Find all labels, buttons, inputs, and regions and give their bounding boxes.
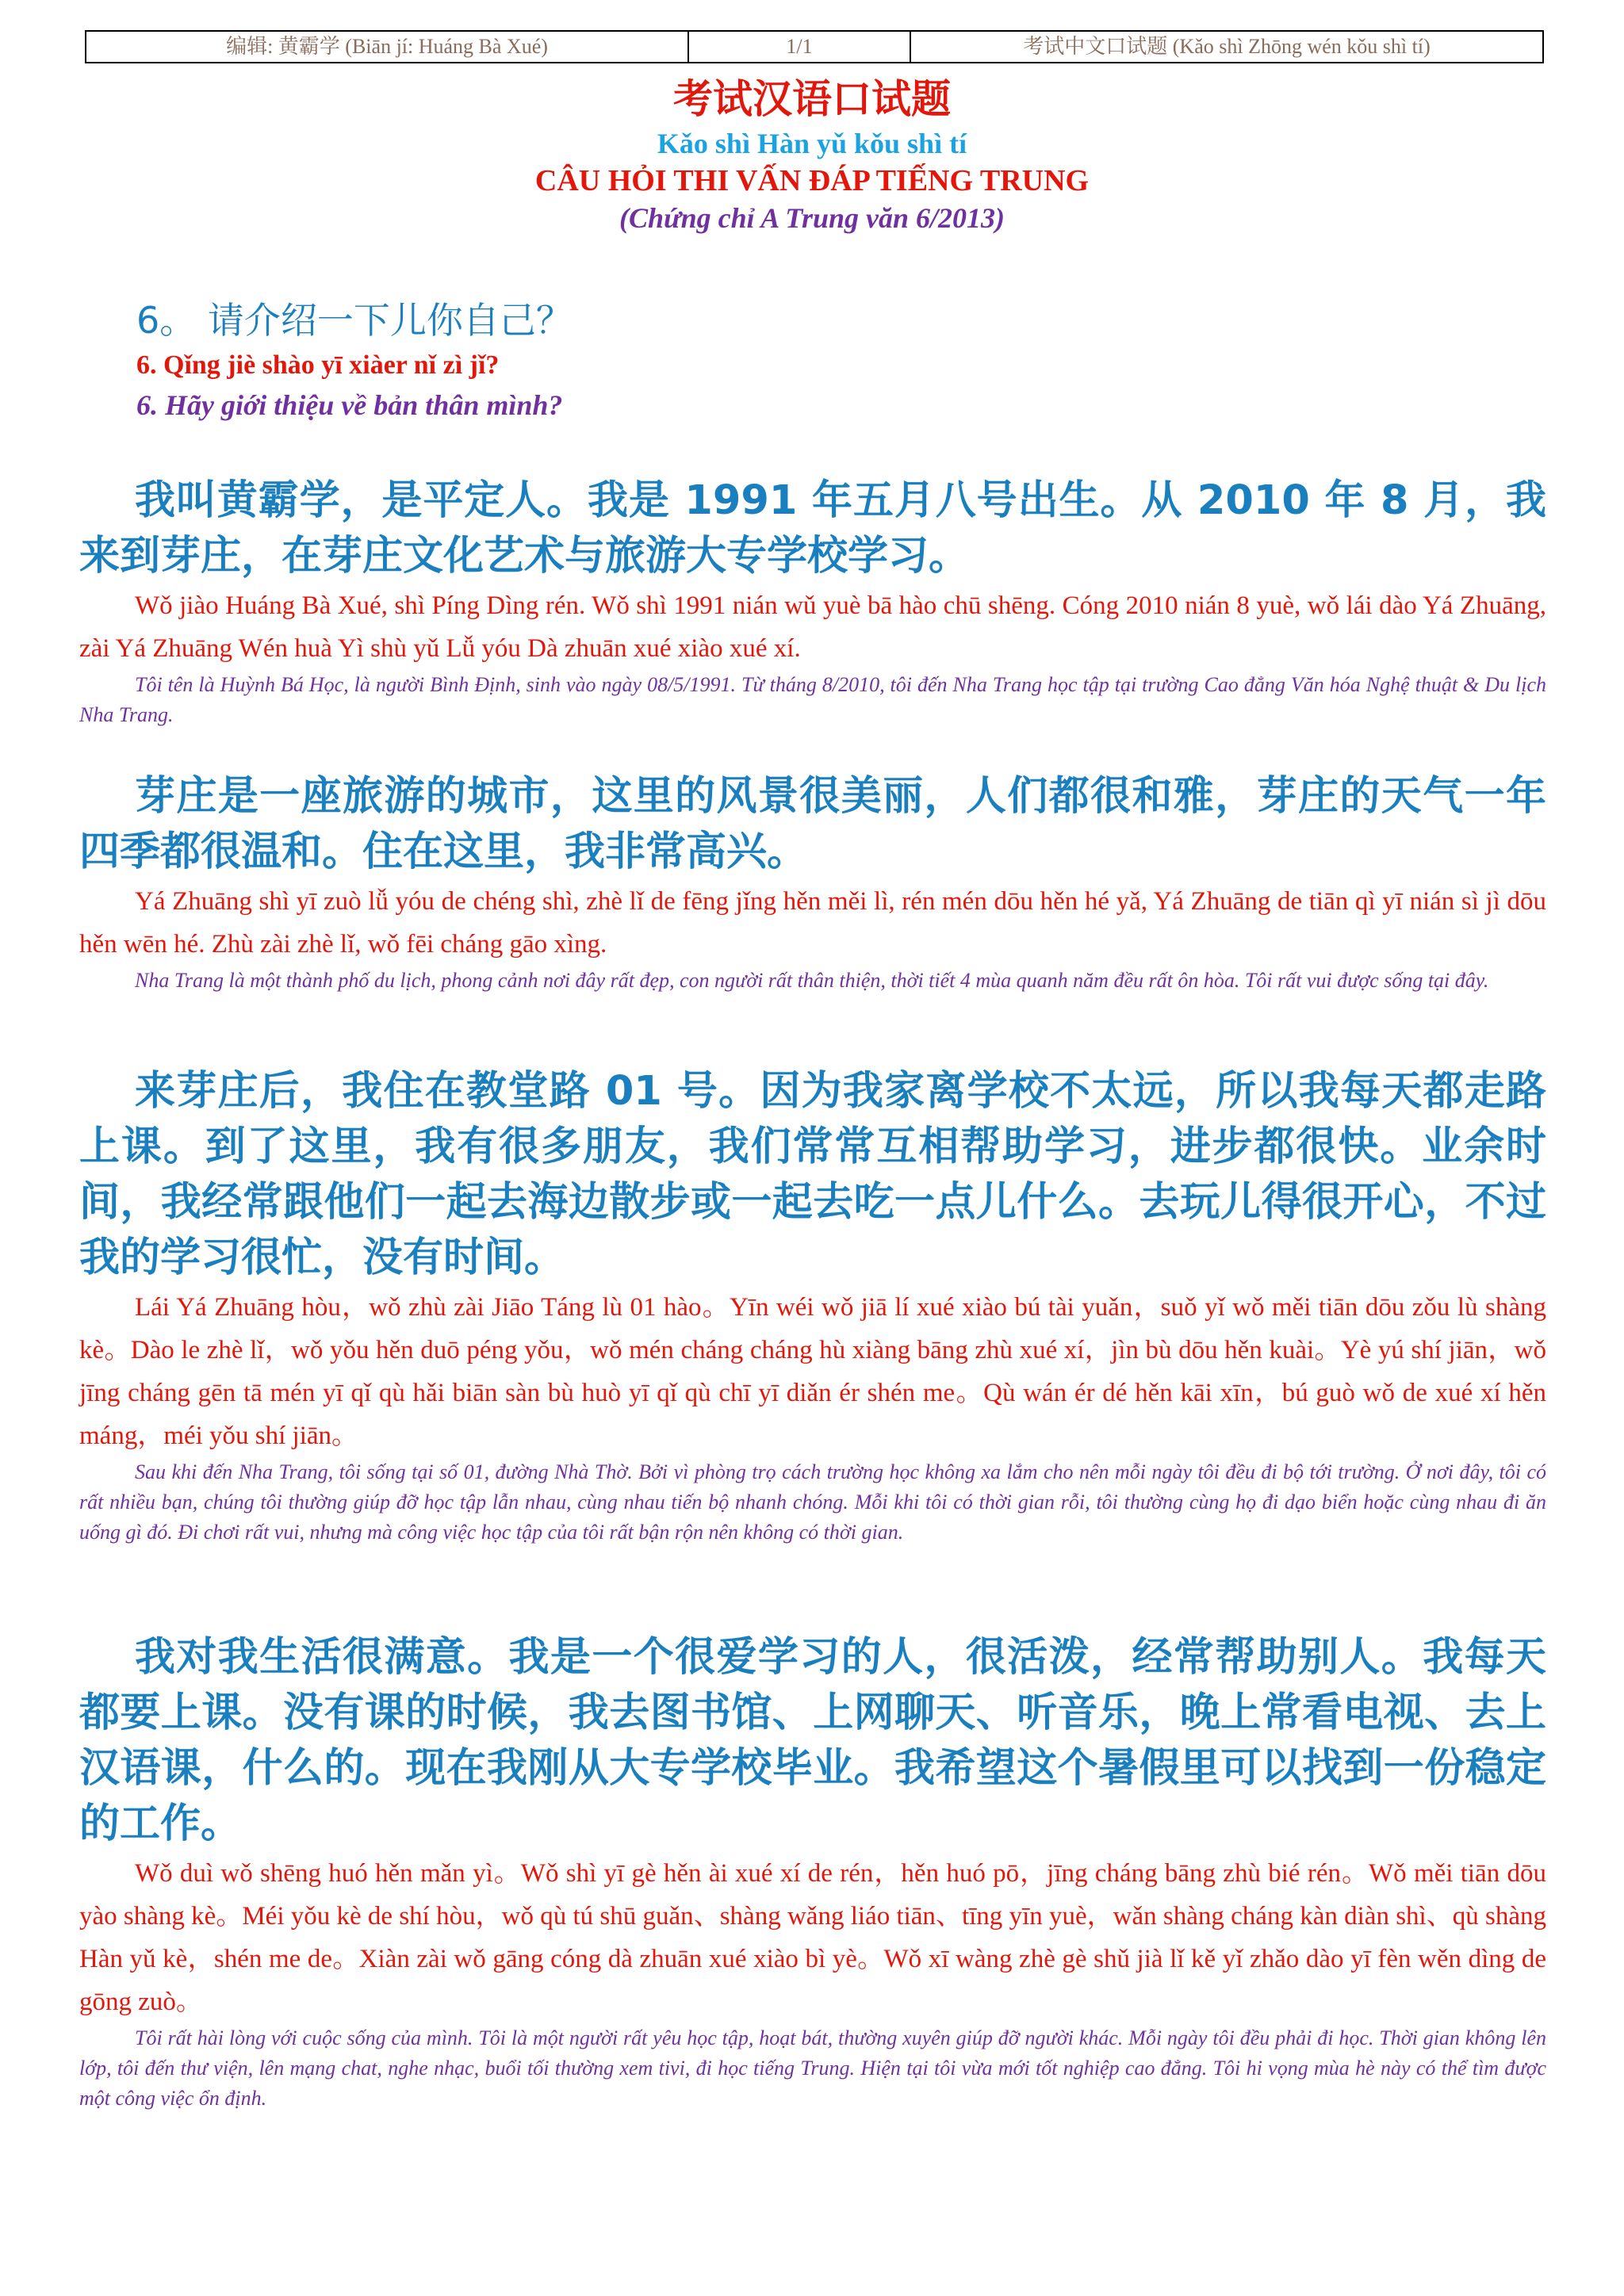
- question-pinyin: 6. Qǐng jiè shào yī xiàer nǐ zì jǐ?: [136, 350, 500, 380]
- paragraph-pinyin: Yá Zhuāng shì yī zuò lǚ yóu de chéng shì, zhè lǐ de fēng jǐng hěn měi lì, rén mén dōu hěn hé yǎ, Yá Zhuāng de tiān qì yī nián sì jì dōu hěn wēn hé. Zhù zài zhè lǐ, wǒ fēi cháng gāo xìng.: [79, 887, 1546, 959]
- header-document-title: 考试中文口试题 (Kǎo shì Zhōng wén kǒu shì tí): [910, 31, 1543, 63]
- title-subtitle: (Chứng chỉ A Trung văn 6/2013): [619, 202, 1005, 234]
- paragraph-chinese: 我对我生活很满意。我是一个很爱学习的人，很活泼，经常帮助别人。我每天都要上课。没有课的时候，我去图书馆、上网聊天、听音乐，晚上常看电视、去上汉语课，什么的。现在我刚从大专学校毕业。我希望这个暑假里可以找到一份稳定的工作。: [79, 1634, 1546, 1847]
- paragraph-pinyin: Wǒ duì wǒ shēng huó hěn mǎn yì。Wǒ shì yī gè hěn ài xué xí de rén，hěn huó pō，jīng cháng bāng zhù bié rén。Wǒ měi tiān dōu yào shàng kè。Méi yǒu kè de shí hòu，wǒ qù tú shū guǎn、shàng wǎng liáo tiān、tīng yīn yuè，wǎn shàng cháng kàn diàn shì、qù shàng Hàn yǔ kè，shén me de。Xiàn zài wǒ gāng cóng dà zhuān xué xiào bì yè。Wǒ xī wàng zhè gè shǔ jià lǐ kě yǐ zhǎo dào yī fèn wěn dìng de gōng zuò。: [79, 1859, 1546, 2016]
- header-editor: 编辑: 黄霸学 (Biān jí: Huáng Bà Xué): [86, 31, 688, 63]
- header-page-number: 1/1: [688, 31, 910, 63]
- paragraph-vietnamese: Tôi rất hài lòng với cuộc sống của mình. Tôi là một người rất yêu học tập, hoạt bát, thường xuyên giúp đỡ người khác. Mỗi ngày tôi đều phải đi học. Thời gian không lên lớp, tôi đến thư viện, lên mạng chat, nghe nhạc, buổi tối thường xem tivi, đi học tiếng Trung. Hiện tại tôi vừa mới tốt nghiệp cao đẳng. Tôi hi vọng mùa hè này có thể tìm được một công việc ổn định.: [79, 2026, 1546, 2110]
- title-vietnamese: CÂU HỎI THI VẤN ĐÁP TIẾNG TRUNG: [534, 164, 1090, 197]
- answer-paragraph-1: [79, 473, 1546, 730]
- paragraph-chinese: 芽庄是一座旅游的城市，这里的风景很美丽，人们都很和雅，芽庄的天气一年四季都很温和。住在这里，我非常高兴。: [79, 773, 1546, 875]
- page-header: [85, 30, 1544, 63]
- answer-paragraph-3: [79, 1064, 1546, 1548]
- question-vietnamese: 6. Hãy giới thiệu về bản thân mình?: [136, 389, 563, 421]
- paragraph-chinese: 来芽庄后，我住在教堂路 01 号。因为我家离学校不太远，所以我每天都走路上课。到了这里，我有很多朋友，我们常常互相帮助学习，进步都很快。业余时间，我经常跟他们一起去海边散步或一起去吃一点儿什么。去玩儿得很开心，不过我的学习很忙，没有时间。: [79, 1068, 1546, 1281]
- paragraph-vietnamese: Nha Trang là một thành phố du lịch, phong cảnh nơi đây rất đẹp, con người rất thân thiện, thời tiết 4 mùa quanh năm đều rất ôn hòa. Tôi rất vui được sống tại đây.: [135, 969, 1489, 992]
- paragraph-chinese: 我叫黄霸学，是平定人。我是 1991 年五月八号出生。从 2010 年 8 月，我来到芽庄，在芽庄文化艺术与旅游大专学校学习。: [79, 477, 1546, 580]
- question-block: [136, 295, 1564, 425]
- title-block: [0, 73, 1624, 236]
- answer-paragraph-4: [79, 1630, 1546, 2114]
- paragraph-pinyin: Lái Yá Zhuāng hòu，wǒ zhù zài Jiāo Táng lù 01 hào。Yīn wéi wǒ jiā lí xué xiào bú tài yuǎn，suǒ yǐ wǒ měi tiān dōu zǒu lù shàng kè。Dào le zhè lǐ，wǒ yǒu hěn duō péng yǒu，wǒ mén cháng cháng hù xiàng bāng zhù xué xí，jìn bù dōu hěn kuài。Yè yú shí jiān，wǒ jīng cháng gēn tā mén yī qǐ qù hǎi biān sàn bù huò yī qǐ qù chī yī diǎn ér shén me。Qù wán ér dé hěn kāi xīn，bú guò wǒ de xué xí hěn máng，méi yǒu shí jiān。: [79, 1293, 1546, 1450]
- paragraph-vietnamese: Tôi tên là Huỳnh Bá Học, là người Bình Định, sinh vào ngày 08/5/1991. Từ tháng 8/2010, tôi đến Nha Trang học tập tại trường Cao đẳng Văn hóa Nghệ thuật & Du lịch Nha Trang.: [79, 673, 1546, 726]
- title-chinese: 考试汉语口试题: [673, 76, 951, 122]
- answer-paragraph-2: [79, 769, 1546, 996]
- paragraph-vietnamese: Sau khi đến Nha Trang, tôi sống tại số 01, đường Nhà Thờ. Bởi vì phòng trọ cách trường học không xa lắm cho nên mỗi ngày tôi đều đi bộ tới trường. Ở nơi đây, tôi có rất nhiều bạn, chúng tôi thường giúp đỡ học tập lẫn nhau, cùng nhau tiến bộ nhanh chóng. Mỗi khi tôi có thời gian rỗi, tôi thường cùng họ đi dạo biển hoặc cùng nhau đi ăn uống gì đó. Đi chơi rất vui, nhưng mà công việc học tập của tôi rất bận rộn nên không có thời gian.: [79, 1460, 1546, 1544]
- paragraph-pinyin: Wǒ jiào Huáng Bà Xué, shì Píng Dìng rén. Wǒ shì 1991 nián wǔ yuè bā hào chū shēng. Cóng 2010 nián 8 yuè, wǒ lái dào Yá Zhuāng, zài Yá Zhuāng Wén huà Yì shù yǔ Lǚ yóu Dà zhuān xué xiào xué xí.: [79, 591, 1546, 663]
- question-chinese: 6。 请介绍一下儿你自己？: [136, 299, 573, 342]
- title-pinyin: Kǎo shì Hàn yǔ kǒu shì tí: [657, 128, 967, 159]
